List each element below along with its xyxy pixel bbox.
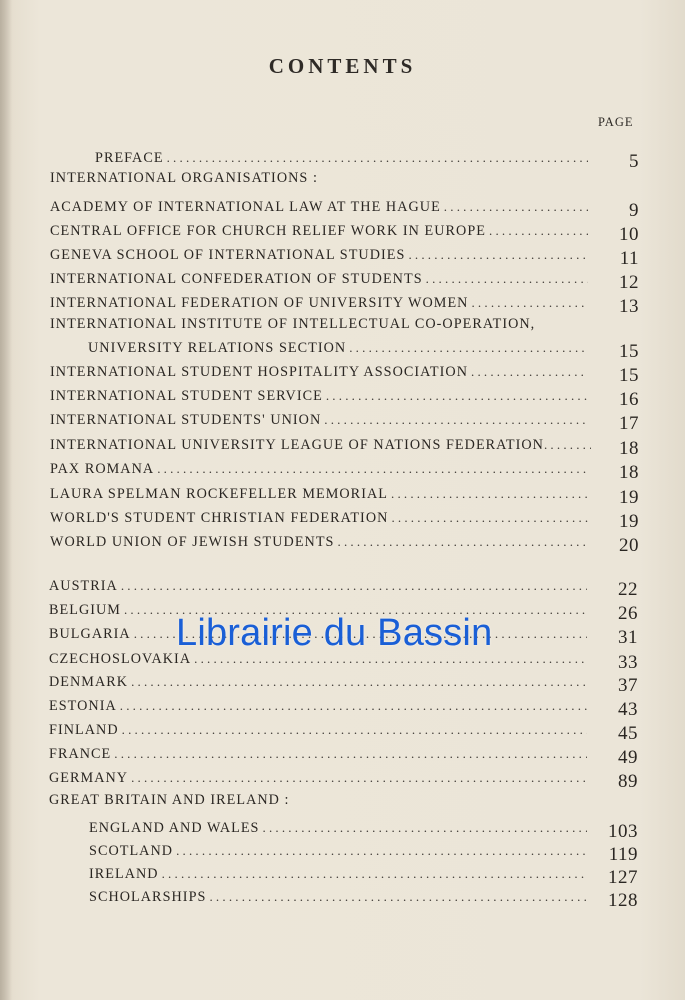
toc-entry-preface [95, 146, 639, 172]
toc-entry [49, 694, 638, 720]
toc-entry-label: WORLD'S STUDENT CHRISTIAN FEDERATION [50, 510, 389, 526]
toc-entry [50, 219, 639, 245]
page-column-label: PAGE [598, 115, 634, 129]
toc-entry-label: IRELAND [89, 866, 159, 882]
leader-dots [326, 388, 588, 404]
toc-entry [50, 482, 639, 508]
toc-entry [50, 267, 639, 293]
leader-dots [122, 722, 587, 738]
leader-dots [167, 150, 588, 166]
toc-entry [50, 360, 639, 386]
toc-entry [50, 195, 639, 221]
toc-entry-page: 12 [619, 272, 639, 293]
toc-entry [89, 816, 638, 842]
toc-entry-page: 13 [619, 296, 639, 317]
section-heading-international: INTERNATIONAL ORGANISATIONS : [50, 170, 318, 186]
leader-dots [114, 746, 587, 762]
leader-dots [162, 866, 587, 882]
toc-entry-page: 31 [618, 627, 638, 648]
leader-dots [471, 364, 588, 380]
toc-entry-page: 37 [618, 675, 638, 696]
toc-entry-page: 45 [618, 723, 638, 744]
toc-entry-label: INTERNATIONAL STUDENT SERVICE [50, 388, 323, 404]
toc-entry-label: PAX ROMANA [50, 461, 155, 477]
toc-entry [49, 766, 638, 792]
toc-entry-page: 11 [619, 248, 639, 269]
leader-dots [408, 247, 588, 263]
section-heading-great-britain: GREAT BRITAIN AND IRELAND : [49, 792, 290, 808]
toc-entry-label: ESTONIA [49, 698, 117, 714]
toc-entry-label: SCHOLARSHIPS [89, 889, 207, 905]
leader-dots [131, 770, 587, 786]
toc-entry [50, 243, 639, 269]
toc-entry-page: 119 [608, 844, 638, 865]
leader-dots [209, 889, 587, 905]
toc-entry [50, 530, 639, 556]
toc-entry-label: BULGARIA [49, 626, 131, 642]
toc-entry-label: INTERNATIONAL UNIVERSITY LEAGUE OF NATIONS FEDERATION [50, 437, 544, 453]
toc-entry [88, 336, 639, 362]
leader-dots [121, 578, 587, 594]
toc-entry [50, 291, 639, 317]
toc-entry-label: GENEVA SCHOOL OF INTERNATIONAL STUDIES [50, 247, 406, 263]
leader-dots [471, 295, 588, 311]
toc-entry-page: 89 [618, 771, 638, 792]
toc-entry-page: 15 [619, 341, 639, 362]
toc-entry-label: CENTRAL OFFICE FOR CHURCH RELIEF WORK IN EUROPE [50, 223, 486, 239]
toc-entry-page: 15 [619, 365, 639, 386]
toc-entry-page: 43 [618, 699, 638, 720]
toc-entry [50, 506, 639, 532]
toc-entry [89, 862, 638, 888]
toc-entry [50, 457, 639, 483]
leader-dots [131, 674, 587, 690]
toc-entry-label: SCOTLAND [89, 843, 174, 859]
leader-dots [176, 843, 587, 859]
leader-dots [426, 271, 588, 287]
toc-entry-page: 49 [618, 747, 638, 768]
toc-entry-label: FRANCE [49, 746, 112, 762]
leader-dots [544, 437, 591, 453]
toc-entry-label: LAURA SPELMAN ROCKEFELLER MEMORIAL [50, 486, 388, 502]
toc-entry-label: INTERNATIONAL FEDERATION OF UNIVERSITY WOMEN [50, 295, 469, 311]
toc-entry-label: ENGLAND AND WALES [89, 820, 260, 836]
toc-entry [49, 670, 638, 696]
toc-entry-page: 10 [619, 224, 639, 245]
toc-entry-label: INTERNATIONAL STUDENTS' UNION [50, 412, 322, 428]
toc-entry-label: FINLAND [49, 722, 119, 738]
toc-entry-page: 19 [619, 487, 639, 508]
toc-entry-label: DENMARK [49, 674, 129, 690]
leader-dots [120, 698, 587, 714]
leader-dots [391, 510, 588, 526]
leader-dots [324, 412, 588, 428]
toc-entry-label: CZECHOSLOVAKIA [49, 651, 192, 667]
toc-entry-label: INTERNATIONAL STUDENT HOSPITALITY ASSOCIATION [50, 364, 468, 380]
contents-title: CONTENTS [268, 54, 417, 78]
toc-entry-page: 26 [618, 603, 638, 624]
toc-entry-label: UNIVERSITY RELATIONS SECTION [88, 340, 347, 356]
toc-entry-page: 9 [629, 200, 639, 221]
toc-entry-label: INTERNATIONAL CONFEDERATION OF STUDENTS [50, 271, 423, 287]
toc-entry [50, 384, 639, 410]
leader-dots [338, 534, 589, 550]
toc-entry-page: 33 [618, 652, 638, 673]
toc-entry-page: 17 [619, 413, 639, 434]
toc-entry-label: INTERNATIONAL INSTITUTE OF INTELLECTUAL CO-OPERATION, [50, 316, 536, 332]
toc-entry-page: 22 [618, 579, 638, 600]
leader-dots [444, 199, 588, 215]
toc-entry-label: BELGIUM [49, 602, 121, 618]
toc-entry [89, 839, 638, 865]
toc-entry [49, 574, 638, 600]
toc-entry [50, 408, 639, 434]
leader-dots [263, 820, 588, 836]
leader-dots [391, 486, 588, 502]
toc-entry-label: ACADEMY OF INTERNATIONAL LAW AT THE HAGUE [50, 199, 441, 215]
leader-dots [349, 340, 588, 356]
toc-entry-label: AUSTRIA [49, 578, 118, 594]
toc-entry-page: 20 [619, 535, 639, 556]
toc-entry-page: 18 [619, 438, 639, 459]
toc-entry-page: 103 [608, 821, 638, 842]
toc-entry [49, 718, 638, 744]
toc-entry-label: GERMANY [49, 770, 129, 786]
toc-entry [49, 742, 638, 768]
toc-entry-page: 128 [608, 890, 638, 911]
toc-entry-page: 19 [619, 511, 639, 532]
leader-dots [489, 223, 588, 239]
leader-dots [157, 461, 588, 477]
toc-entry [50, 433, 639, 459]
toc-entry-label: WORLD UNION OF JEWISH STUDENTS [50, 534, 335, 550]
toc-entry-page: 18 [619, 462, 639, 483]
toc-entry-page: 127 [608, 867, 638, 888]
toc-entry-page: 5 [629, 151, 639, 172]
watermark-text: Librairie du Bassin [176, 612, 493, 654]
toc-entry-page: 16 [619, 389, 639, 410]
toc-entry-label: PREFACE [95, 150, 164, 166]
toc-entry [89, 885, 638, 911]
